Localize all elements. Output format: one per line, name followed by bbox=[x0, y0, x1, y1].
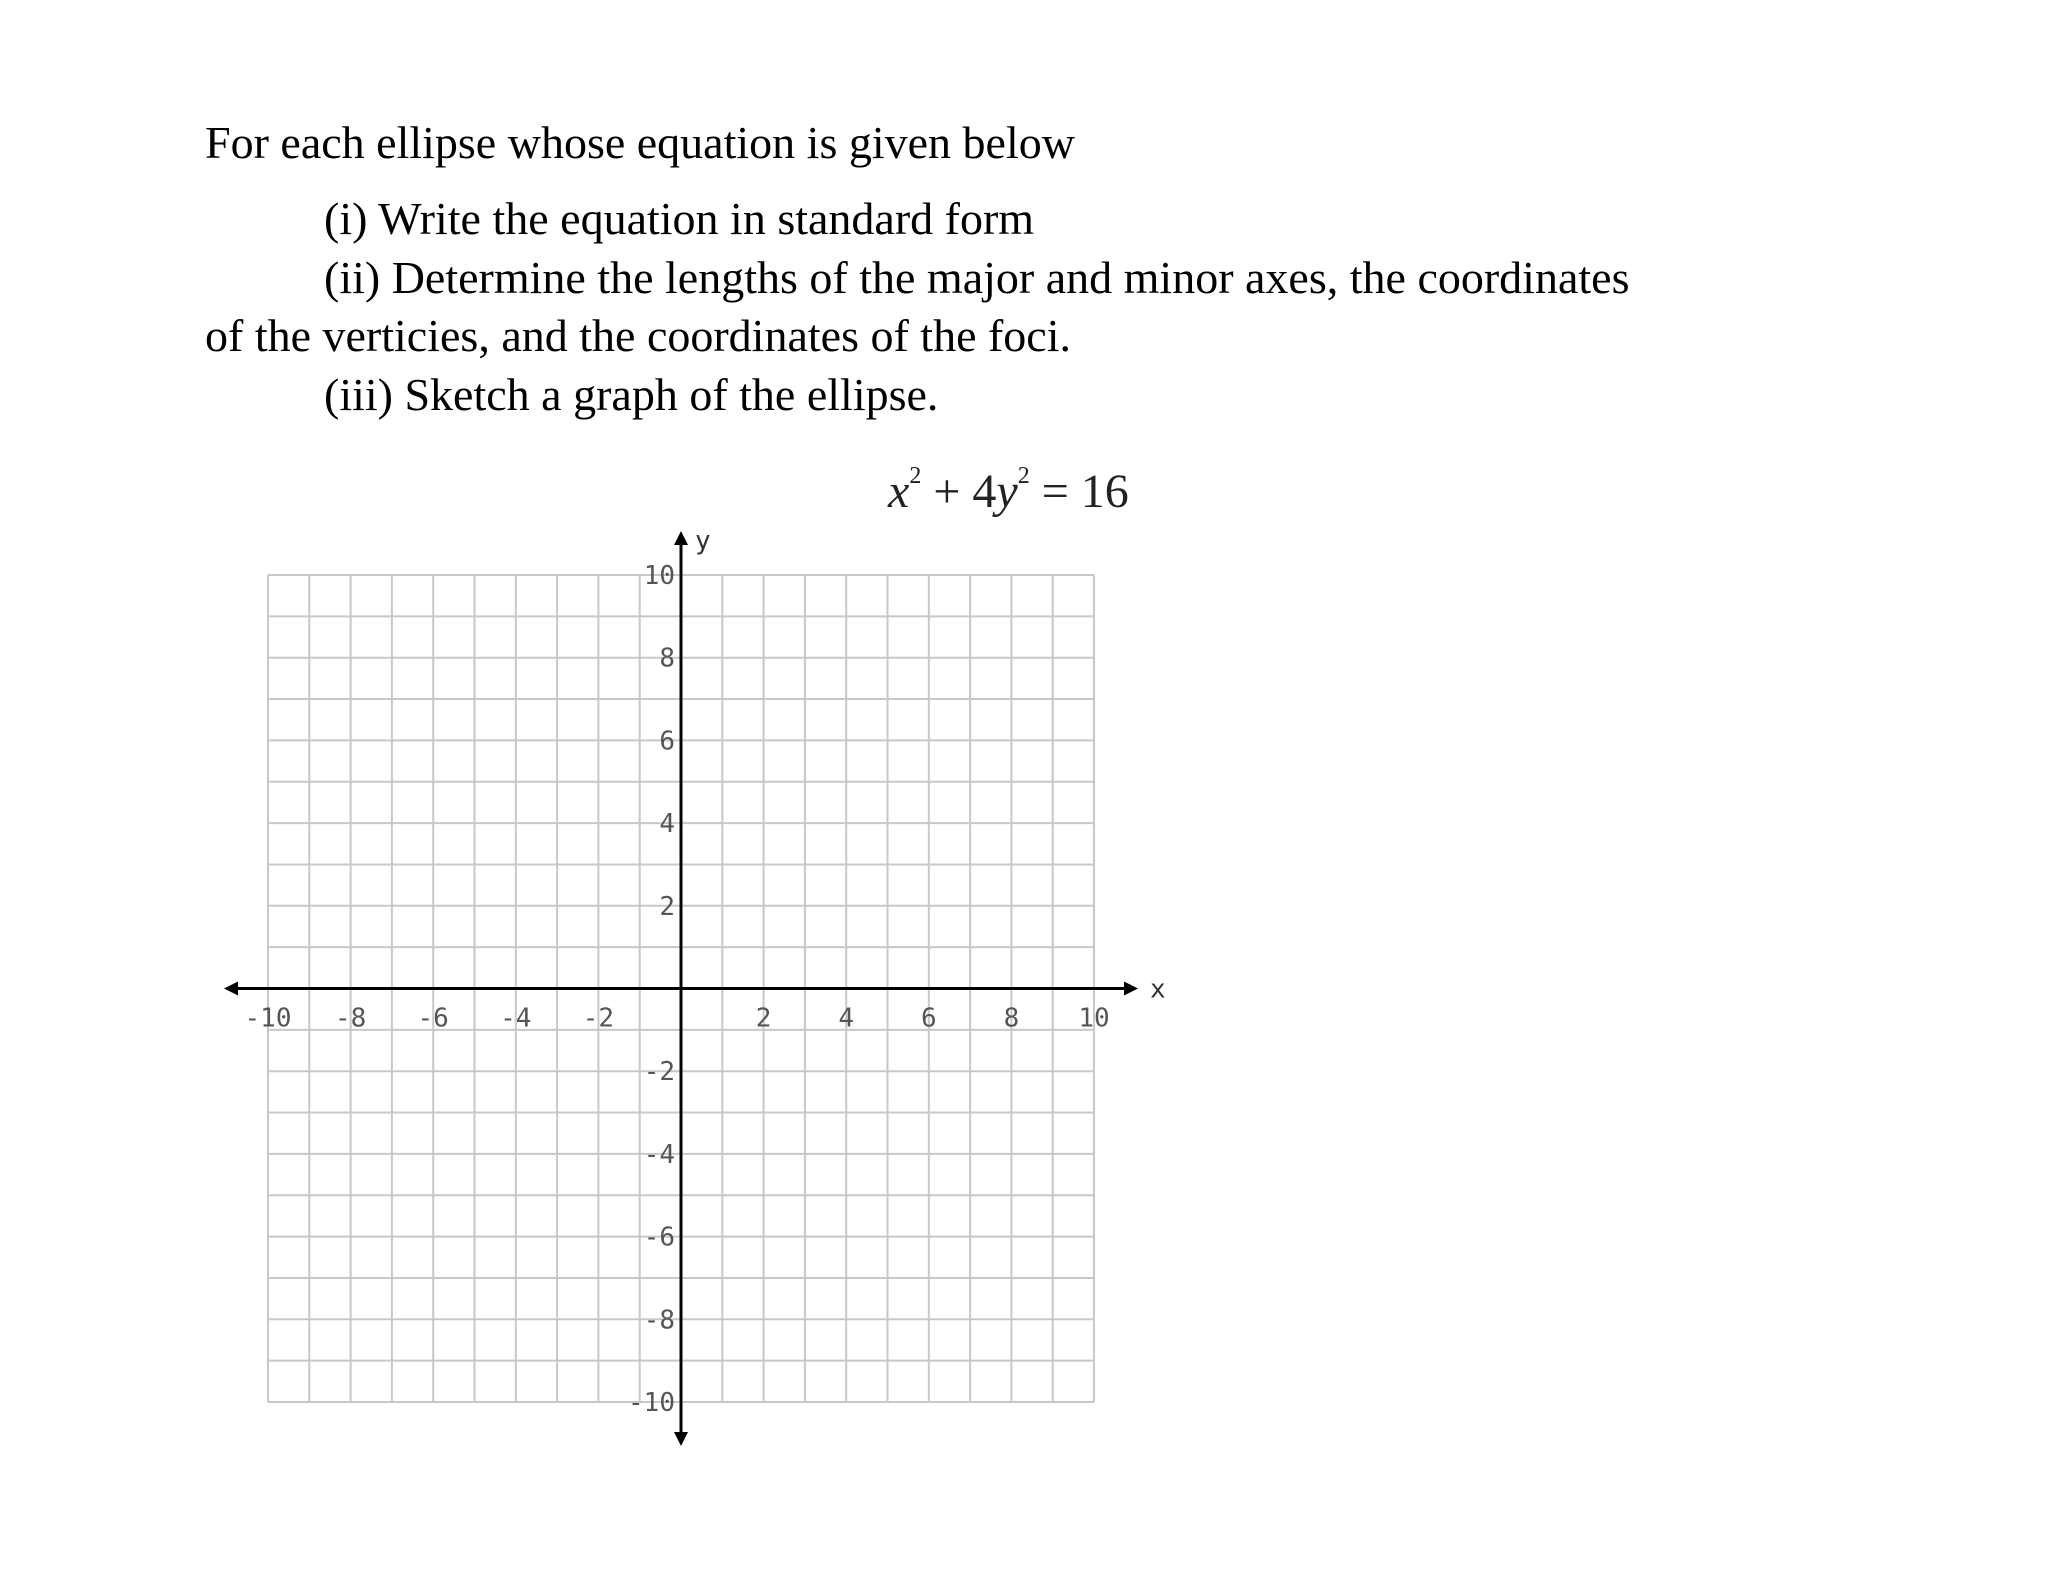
y-tick-label: -8 bbox=[643, 1305, 675, 1336]
y-tick-label: -2 bbox=[643, 1057, 675, 1088]
y-tick-label: -10 bbox=[628, 1388, 675, 1418]
x-axis-arrow-right-icon bbox=[1124, 982, 1138, 996]
y-axis-arrow-down-icon bbox=[674, 1432, 688, 1446]
equation-exp-x: 2 bbox=[909, 463, 922, 489]
y-axis-arrow-up-icon bbox=[674, 531, 688, 545]
y-tick-label: -6 bbox=[643, 1222, 675, 1253]
axes bbox=[224, 531, 1138, 1446]
equation-var-y: y bbox=[996, 465, 1018, 518]
x-tick-label: -2 bbox=[582, 1003, 615, 1034]
x-tick-label: 4 bbox=[838, 1003, 855, 1034]
x-tick-label: -10 bbox=[244, 1003, 292, 1034]
y-axis-label: y bbox=[695, 526, 711, 556]
instruction-step-ii-line1: (ii) Determine the lengths of the major and minor axes, the coordinates bbox=[324, 252, 1630, 303]
instruction-step-ii-line2: of the verticies, and the coordinates of the foci. bbox=[205, 310, 1072, 361]
instruction-step-iii: (iii) Sketch a graph of the ellipse. bbox=[324, 369, 939, 420]
y-tick-label: -4 bbox=[643, 1139, 675, 1170]
tick-labels bbox=[245, 526, 1166, 1418]
equation-rhs: = 16 bbox=[1029, 465, 1129, 518]
x-tick-label: 10 bbox=[1078, 1003, 1110, 1034]
x-tick-label: -8 bbox=[334, 1003, 367, 1034]
x-tick-label: 6 bbox=[920, 1003, 937, 1034]
instruction-intro: For each ellipse whose equation is given below bbox=[205, 117, 1075, 168]
equation-plus-coefficient: + 4 bbox=[921, 465, 997, 518]
equation-var-x: x bbox=[888, 465, 910, 518]
y-tick-label: 2 bbox=[659, 891, 675, 922]
x-tick-label: -4 bbox=[500, 1003, 532, 1034]
x-tick-label: 8 bbox=[1003, 1003, 1020, 1034]
x-axis-arrow-left-icon bbox=[224, 982, 238, 996]
x-tick-label: -6 bbox=[417, 1003, 449, 1034]
y-tick-label: 6 bbox=[659, 726, 675, 757]
equation-exp-y: 2 bbox=[1017, 463, 1030, 489]
y-tick-label: 10 bbox=[643, 561, 675, 591]
x-axis-label: x bbox=[1150, 974, 1166, 1005]
y-tick-label: 8 bbox=[659, 643, 675, 674]
y-tick-label: 4 bbox=[659, 809, 675, 840]
instruction-step-i: (i) Write the equation in standard form bbox=[324, 193, 1035, 244]
x-tick-label: 2 bbox=[755, 1003, 772, 1034]
